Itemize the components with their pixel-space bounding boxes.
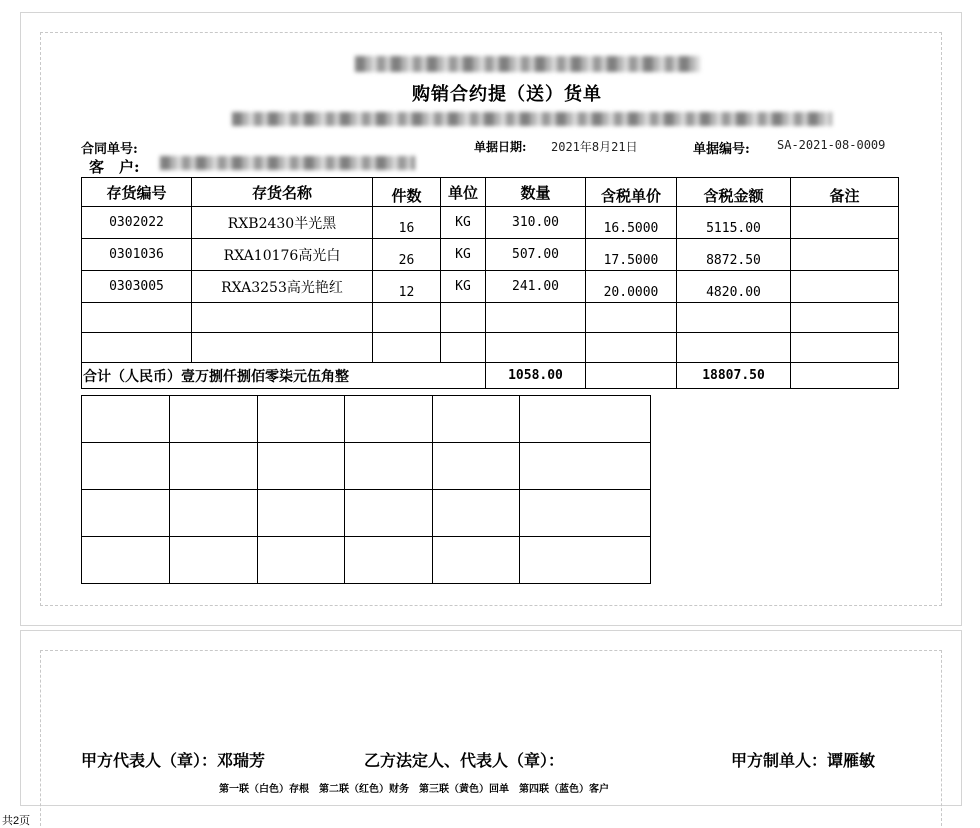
total-row (82, 363, 899, 389)
print-area-border (40, 650, 942, 826)
table-row-empty (82, 303, 899, 333)
page-count: 共2页 (2, 815, 31, 827)
doc-no-label: 单据编号: (693, 142, 750, 157)
cell-pieces: 26 (373, 239, 441, 271)
party-b-representative: 乙方法定人、代表人（章）： (364, 751, 565, 770)
redacted-customer-name (160, 156, 415, 170)
contract-no-label: 合同单号: (81, 142, 138, 157)
cell-unit: KG (441, 271, 486, 303)
col-header: 存货名称 (192, 178, 373, 207)
cell-name: RXA3253高光艳红 (192, 271, 373, 303)
cell-unit-price: 20.0000 (586, 271, 677, 303)
cell-unit-price: 17.5000 (586, 239, 677, 271)
total-remark (791, 363, 899, 389)
empty-grid (81, 395, 651, 584)
total-amount: 18807.50 (677, 363, 791, 389)
cell-qty: 310.00 (486, 207, 586, 239)
cell-amount: 5115.00 (677, 207, 791, 239)
cell-unit-price: 16.5000 (586, 207, 677, 239)
cell-qty: 507.00 (486, 239, 586, 271)
cell-remark (791, 239, 899, 271)
table-row-empty (82, 333, 899, 363)
party-a-maker: 甲方制单人：谭雁敏 (731, 751, 876, 770)
redacted-company-name (355, 56, 700, 72)
total-qty: 1058.00 (486, 363, 586, 389)
col-header: 数量 (486, 178, 586, 207)
col-header: 备注 (791, 178, 899, 207)
cell-unit: KG (441, 207, 486, 239)
cell-code: 0303005 (82, 271, 192, 303)
copy-distribution-note: 第一联（白色）存根 第二联（红色）财务 第三联（黄色）回单 第四联（蓝色）客户 (219, 784, 609, 795)
cell-name: RXA10176高光白 (192, 239, 373, 271)
cell-amount: 4820.00 (677, 271, 791, 303)
doc-date: 2021年8月21日 (551, 140, 638, 154)
col-header: 单位 (441, 178, 486, 207)
cell-unit: KG (441, 239, 486, 271)
cell-remark (791, 207, 899, 239)
total-label: 合计（人民币）壹万捌仟捌佰零柒元伍角整 (82, 363, 486, 389)
goods-table (81, 177, 899, 389)
doc-no: SA-2021-08-0009 (777, 138, 886, 152)
cell-pieces: 12 (373, 271, 441, 303)
document-title: 购销合约提（送）货单 (412, 84, 602, 105)
table-header-row (82, 178, 899, 207)
cell-pieces: 16 (373, 207, 441, 239)
table-row (82, 271, 899, 303)
party-a-representative: 甲方代表人（章）：邓瑞芳 (81, 751, 266, 770)
cell-amount: 8872.50 (677, 239, 791, 271)
cell-name: RXB2430半光黑 (192, 207, 373, 239)
cell-code: 0302022 (82, 207, 192, 239)
doc-date-label: 单据日期: (474, 140, 527, 154)
cell-remark (791, 271, 899, 303)
table-row (82, 207, 899, 239)
customer-label: 客 户: (89, 158, 140, 176)
col-header: 含税金额 (677, 178, 791, 207)
cell-code: 0301036 (82, 239, 192, 271)
redacted-company-address (232, 112, 832, 126)
col-header: 含税单价 (586, 178, 677, 207)
table-row (82, 239, 899, 271)
cell-qty: 241.00 (486, 271, 586, 303)
total-empty (586, 363, 677, 389)
col-header: 存货编号 (82, 178, 192, 207)
col-header: 件数 (373, 178, 441, 207)
